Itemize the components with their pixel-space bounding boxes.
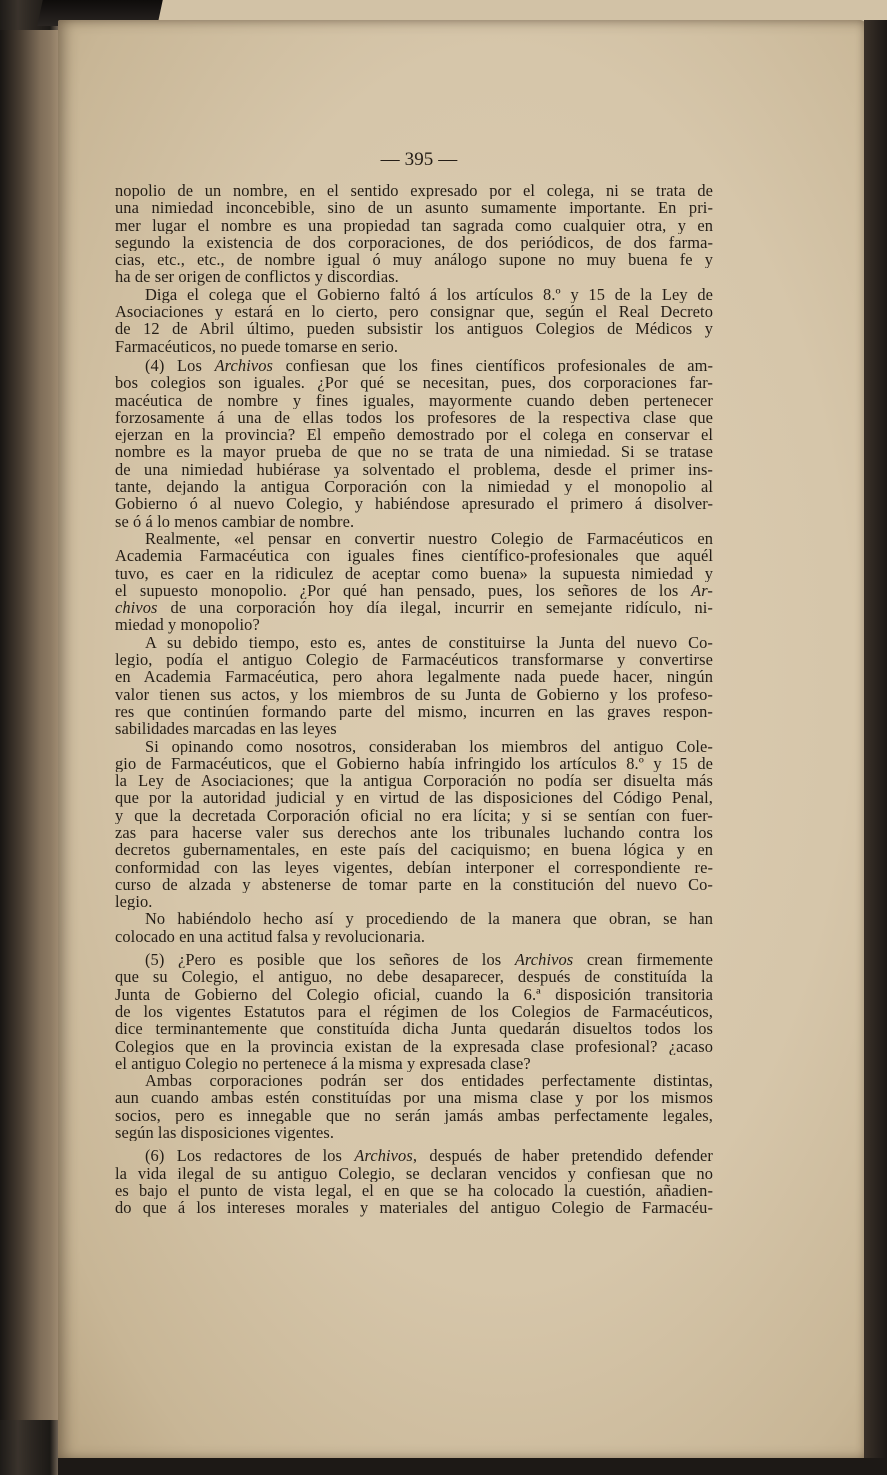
archivos-line-suffix: confiesan que los fines científicos profesionales de am- bbox=[273, 356, 713, 375]
text-line: miedad y monopolio? bbox=[115, 616, 260, 634]
text-line: el antiguo Colegio no pertenece á la misma y expresada clase? bbox=[115, 1054, 531, 1073]
text-line: Junta de Gobierno del Colegio oficial, cuando la 6.ª disposición transitoria bbox=[115, 985, 713, 1003]
paragraph-5 bbox=[115, 634, 713, 738]
text-line: una nimiedad inconcebible, sino de un asunto sumamente importante. En pri- bbox=[115, 199, 713, 217]
text-line: conformidad con las leyes vigentes, debían interponer el correspondiente re- bbox=[115, 858, 713, 876]
text-line: curso de alzada y abstenerse de tomar parte en la constitución del nuevo Co- bbox=[115, 875, 713, 894]
text-line: y que la decretada Corporación oficial no era lícita; y si se sentían con fuer- bbox=[115, 806, 713, 824]
text-line: bos colegios son iguales. ¿Por qué se necesitan, pues, dos corporaciones far- bbox=[115, 374, 713, 392]
binding-edge bbox=[0, 30, 58, 1420]
paragraph-6 bbox=[115, 738, 713, 911]
text-line: nombre es la mayor prueba de que no se trata de una nimiedad. Si se tratase bbox=[115, 443, 713, 461]
text-line: en Academia Farmacéutica, pero ahora legalmente nada puede hacer, ningún bbox=[115, 668, 713, 686]
text-line: el supuesto monopolio. ¿Por qué han pensado, pues, los señores de los Ar- bbox=[115, 581, 713, 600]
text-line: la vida ilegal de su antiguo Colegio, se declaran vencidos y confiesan que no bbox=[115, 1164, 713, 1182]
text-line: de 12 de Abril último, pueden subsistir los antiguos Colegios de Médicos y bbox=[115, 320, 713, 338]
text-line: A su debido tiempo, esto es, antes de constituirse la Junta del nuevo Co- bbox=[145, 633, 713, 652]
text-line: sabilidades marcadas en las leyes bbox=[115, 720, 337, 738]
text-line: ha de ser origen de conflictos y discordias. bbox=[115, 268, 399, 286]
text-line: Colegios que en la provincia existan de la expresada clase profesional? ¿acaso bbox=[115, 1037, 713, 1055]
paragraph-2 bbox=[115, 286, 713, 355]
text-line: (5) ¿Pero es posible que los señores de los Archivos crean firmemente bbox=[145, 951, 713, 969]
text-line: es bajo el punto de vista legal, el en que se ha colocado la cuestión, añadien- bbox=[115, 1181, 713, 1200]
text-line: Si opinando como nosotros, consideraban los miembros del antiguo Cole- bbox=[145, 737, 713, 755]
bottom-edge bbox=[58, 1458, 887, 1475]
text-line: tuvo, es caer en la ridiculez de aceptar como buena» la supuesta nimiedad y bbox=[115, 564, 713, 582]
text-line: No habiéndolo hecho así y procediendo de la manera que obran, se han bbox=[145, 910, 713, 928]
text-line: que por la autoridad judicial y en virtud de las disposiciones del Código Penal, bbox=[115, 789, 713, 807]
paragraph-10 bbox=[115, 1147, 713, 1216]
text-line: de una nimiedad hubiérase ya solventado el problema, desde el primer ins- bbox=[115, 460, 713, 479]
text-line: Realmente, «el pensar en convertir nuestro Colegio de Farmacéuticos en bbox=[145, 529, 713, 548]
text-line: mer lugar el nombre es una propiedad tan sagrada como cualquier otra, y en bbox=[115, 216, 713, 234]
text-line: macéutica de nombre y fines iguales, mayormente cuando deben pertenecer bbox=[115, 391, 713, 409]
text-line: según las disposiciones vigentes. bbox=[115, 1124, 335, 1142]
text-line: colocado en una actitud falsa y revolucionaria. bbox=[115, 927, 426, 946]
paragraph-1 bbox=[115, 182, 713, 286]
text-line: ejerzan en la provincia? El empeño demostrado por el colega en conservar el bbox=[115, 426, 713, 444]
archivos-line-prefix: (4) Los bbox=[145, 356, 215, 375]
text-line: Asociaciones y estará en lo cierto, pero consignar que, según el Real Decreto bbox=[115, 303, 713, 321]
text-line: la Ley de Asociaciones; que la antigua Corporación no podía ser disuelta más bbox=[115, 772, 713, 790]
text-line: Academia Farmacéutica con iguales fines científico-profesionales que aquél bbox=[115, 547, 713, 565]
paragraph-9 bbox=[115, 1072, 713, 1141]
right-edge bbox=[864, 20, 887, 1460]
text-line: segundo la existencia de dos corporaciones, de dos periódicos, de dos farma- bbox=[115, 233, 713, 252]
text-line: decretos gubernamentales, en este país del caciquismo; en buena lógica y en bbox=[115, 841, 713, 859]
text-line: chivos de una corporación hoy día ilegal, incurrir en semejante ridículo, ni- bbox=[115, 599, 713, 617]
text-line: gio de Farmacéuticos, que el Gobierno había infringido los artículos 8.º y 15 de bbox=[115, 754, 713, 773]
text-line bbox=[115, 357, 713, 374]
text-line: nopolio de un nombre, en el sentido expresado por el colega, ni se trata de bbox=[115, 182, 713, 200]
text-line: Diga el colega que el Gobierno faltó á los artículos 8.º y 15 de la Ley de bbox=[145, 285, 713, 304]
text-line: do que á los intereses morales y materiales del antiguo Colegio de Farmacéu- bbox=[115, 1199, 713, 1217]
page-number: — 395 — bbox=[380, 149, 458, 170]
text-line: tante, dejando la antigua Corporación con la nimiedad y el monopolio al bbox=[115, 478, 713, 496]
text-line: forzosamente á una de ellas todos los profesores de la respectiva clase que bbox=[115, 408, 713, 427]
text-line: Ambas corporaciones podrán ser dos entidades perfectamente distintas, bbox=[145, 1072, 713, 1090]
text-line: legio, podía el antiguo Colegio de Farmacéuticos transformarse y convertirse bbox=[115, 651, 713, 669]
text-line: cias, etc., etc., de nombre igual ó muy análogo supone no muy buena fe y bbox=[115, 251, 713, 269]
text-line: (6) Los redactores de los Archivos, después de haber pretendido defender bbox=[145, 1147, 713, 1165]
paragraph-7 bbox=[115, 910, 713, 945]
text-line: zas para hacerse valer sus derechos ante los tribunales luchando contra los bbox=[115, 823, 713, 842]
paragraph-8 bbox=[115, 951, 713, 1072]
text-line: de los vigentes Estatutos para el régimen de los Colegios de Farmacéuticos, bbox=[115, 1002, 713, 1021]
text-line: Gobierno ó al nuevo Colegio, y habiéndose apresurado el primero á disolver- bbox=[115, 495, 713, 513]
text-line: res que continúen formando parte del mismo, incurren en las graves respon- bbox=[115, 702, 713, 721]
text-line: Farmacéuticos, no puede tomarse en serio. bbox=[115, 337, 399, 355]
text-line: legio. bbox=[115, 893, 153, 911]
paragraph-4 bbox=[115, 530, 713, 634]
text-line: aun cuando ambas estén constituídas por una misma clase y por los mismos bbox=[115, 1089, 713, 1107]
text-line: que su Colegio, el antiguo, no debe desaparecer, después de constituída la bbox=[115, 968, 713, 986]
text-block bbox=[115, 150, 713, 1217]
text-line: valor tienen sus actos, y los miembros de su Junta de Gobierno y los profeso- bbox=[115, 685, 713, 703]
text-line: se ó á lo menos cambiar de nombre. bbox=[115, 512, 355, 530]
archivos-italic: Archivos bbox=[214, 356, 274, 375]
paragraph-3 bbox=[115, 357, 713, 530]
text-line: dice terminantemente que constituída dicha Junta quedarán disueltos todos los bbox=[115, 1020, 713, 1038]
text-line: socios, pero es innegable que no serán jamás ambas perfectamente legales, bbox=[115, 1106, 713, 1125]
